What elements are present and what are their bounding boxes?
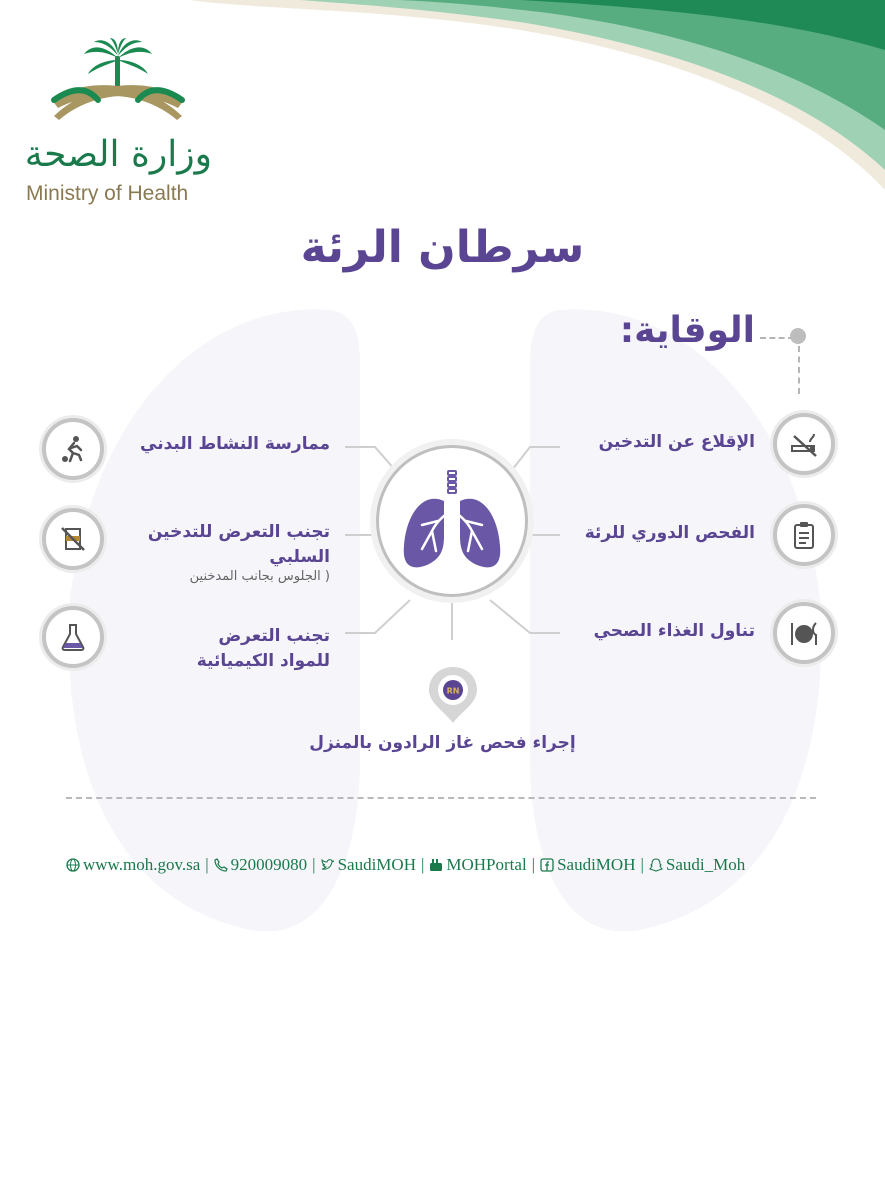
globe-icon — [66, 858, 80, 872]
flask-icon — [57, 621, 89, 653]
footer-separator: | — [420, 855, 425, 874]
footer-separator: | — [312, 855, 316, 874]
youtube-icon — [429, 858, 443, 872]
facebook-link[interactable] — [540, 855, 635, 875]
physical-activity-label: ممارسة النشاط البدني — [140, 434, 330, 454]
phone-icon — [214, 858, 228, 872]
youtube-link[interactable] — [429, 855, 526, 875]
chemicals-label: تجنب التعرض للمواد الكيميائية — [196, 626, 330, 671]
phone-link[interactable] — [214, 855, 308, 875]
lungs-center-badge — [376, 445, 528, 597]
facebook-text: SaudiMOH — [557, 855, 636, 874]
website-link[interactable] — [66, 855, 200, 875]
footer-contacts — [66, 855, 816, 875]
plate-cutlery-icon — [788, 617, 820, 649]
footer-divider — [66, 797, 816, 799]
passive-smoking-note: ( الجلوس بجانب المدخنين — [189, 569, 330, 584]
lung-checkup-badge — [773, 504, 835, 566]
page-title: سرطان الرئة — [300, 222, 585, 273]
footer-separator: | — [205, 855, 209, 874]
runner-icon — [57, 433, 89, 465]
logo-arabic-name: وزارة الصحة — [24, 134, 212, 175]
radon-badge-text: RN — [446, 686, 460, 696]
quit-smoking-badge — [773, 413, 835, 475]
passive-smoking-label: تجنب التعرض للتدخين السلبي — [147, 522, 330, 567]
physical-activity-badge — [42, 418, 104, 480]
twitter-link[interactable] — [321, 855, 416, 875]
logo-english-name: Ministry of Health — [26, 182, 189, 205]
twitter-icon — [321, 858, 335, 872]
twitter-text: SaudiMOH — [337, 855, 416, 874]
passive-smoking-badge — [42, 508, 104, 570]
no-cigarette-box-icon — [57, 523, 89, 555]
footer-separator: | — [640, 855, 644, 874]
snapchat-text: Saudi_Moh — [665, 855, 746, 874]
youtube-text: MOHPortal — [446, 855, 527, 874]
radon-pin-icon — [426, 665, 480, 725]
lung-checkup-label: الفحص الدوري للرئة — [584, 523, 755, 543]
website-text: www.moh.gov.sa — [83, 855, 201, 874]
snapchat-icon — [649, 858, 663, 872]
clipboard-icon — [788, 519, 820, 551]
footer-separator: | — [531, 855, 536, 874]
healthy-food-badge — [773, 602, 835, 664]
chemicals-badge — [42, 606, 104, 668]
snapchat-link[interactable] — [649, 855, 745, 875]
quit-smoking-label: الإقلاع عن التدخين — [598, 432, 755, 452]
section-heading-prevention: الوقاية: — [619, 310, 755, 351]
phone-text: 920009080 — [230, 855, 308, 874]
healthy-food-label: تناول الغذاء الصحي — [593, 621, 755, 641]
lungs-icon — [392, 461, 512, 581]
no-smoking-icon — [788, 428, 820, 460]
facebook-icon — [540, 858, 554, 872]
radon-test-label: إجراء فحص غاز الرادون بالمنزل — [309, 733, 576, 753]
